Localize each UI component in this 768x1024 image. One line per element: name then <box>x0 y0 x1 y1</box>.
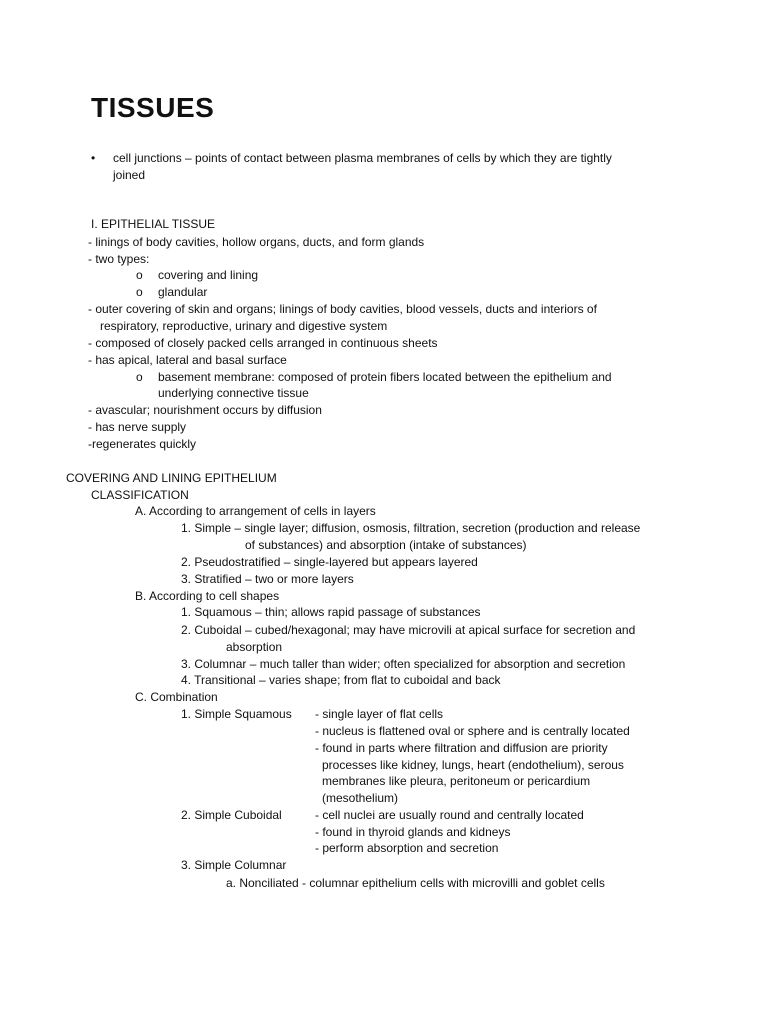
list-item: absorption <box>226 640 283 654</box>
combo-detail: - found in parts where filtration and diffusion are priority <box>315 741 608 755</box>
combo-detail: - cell nuclei are usually round and centrally located <box>315 808 584 822</box>
section-a: A. According to arrangement of cells in layers <box>135 504 376 518</box>
type-glandular: glandular <box>158 285 208 299</box>
combo-simple-cuboidal: 2. Simple Cuboidal <box>181 808 282 822</box>
basement-membrane-line: underlying connective tissue <box>158 386 309 400</box>
list-item: 2. Pseudostratified – single-layered but appears layered <box>181 555 478 569</box>
combo-simple-squamous: 1. Simple Squamous <box>181 707 292 721</box>
epithelial-line: -regenerates quickly <box>88 437 197 451</box>
list-item: 3. Columnar – much taller than wider; often specialized for absorption and secretion <box>181 657 626 671</box>
section-b: B. According to cell shapes <box>135 589 280 603</box>
epithelial-line: - outer covering of skin and organs; linings of body cavities, blood vessels, ducts and interiors of <box>88 302 597 316</box>
type-covering: covering and lining <box>158 268 259 282</box>
combo-simple-columnar: 3. Simple Columnar <box>181 858 287 872</box>
epithelial-line: - has apical, lateral and basal surface <box>88 353 287 367</box>
epithelial-line: - linings of body cavities, hollow organs, ducts, and form glands <box>88 235 425 249</box>
epithelial-line: - composed of closely packed cells arranged in continuous sheets <box>88 336 438 350</box>
list-item: 4. Transitional – varies shape; from flat to cuboidal and back <box>181 673 501 687</box>
combo-detail: a. Nonciliated - columnar epithelium cells with microvilli and goblet cells <box>226 876 605 890</box>
sub-marker: o <box>136 370 143 384</box>
page-title: TISSUES <box>91 92 215 123</box>
covering-heading: COVERING AND LINING EPITHELIUM <box>66 471 277 485</box>
epithelial-line: - two types: <box>88 252 150 266</box>
intro-line-1: cell junctions – points of contact between plasma membranes of cells by which they are tightly <box>113 151 612 165</box>
sub-marker: o <box>136 268 143 282</box>
list-item: 2. Cuboidal – cubed/hexagonal; may have microvili at apical surface for secretion and <box>181 623 636 637</box>
epithelial-heading: I. EPITHELIAL TISSUE <box>91 217 216 231</box>
epithelial-line: respiratory, reproductive, urinary and digestive system <box>100 319 388 333</box>
epithelial-line: - avascular; nourishment occurs by diffusion <box>88 403 322 417</box>
section-c: C. Combination <box>135 690 218 704</box>
sub-marker: o <box>136 285 143 299</box>
combo-detail: - nucleus is flattened oval or sphere and is centrally located <box>315 724 630 738</box>
list-item: of substances) and absorption (intake of substances) <box>245 538 527 552</box>
combo-detail: processes like kidney, lungs, heart (endothelium), serous <box>322 758 624 772</box>
bullet-icon: • <box>91 151 96 165</box>
combo-detail: - perform absorption and secretion <box>315 841 499 855</box>
list-item: 3. Stratified – two or more layers <box>181 572 354 586</box>
epithelial-line: - has nerve supply <box>88 420 187 434</box>
combo-detail: - single layer of flat cells <box>315 707 444 721</box>
list-item: 1. Simple – single layer; diffusion, osmosis, filtration, secretion (production and release <box>181 521 641 535</box>
classification-heading: CLASSIFICATION <box>91 488 189 502</box>
basement-membrane-line: basement membrane: composed of protein fibers located between the epithelium and <box>158 370 612 384</box>
combo-detail: (mesothelium) <box>322 791 399 805</box>
list-item: 1. Squamous – thin; allows rapid passage of substances <box>181 605 481 619</box>
combo-detail: membranes like pleura, peritoneum or pericardium <box>322 774 591 788</box>
combo-detail: - found in thyroid glands and kidneys <box>315 825 511 839</box>
intro-line-2: joined <box>113 168 146 182</box>
